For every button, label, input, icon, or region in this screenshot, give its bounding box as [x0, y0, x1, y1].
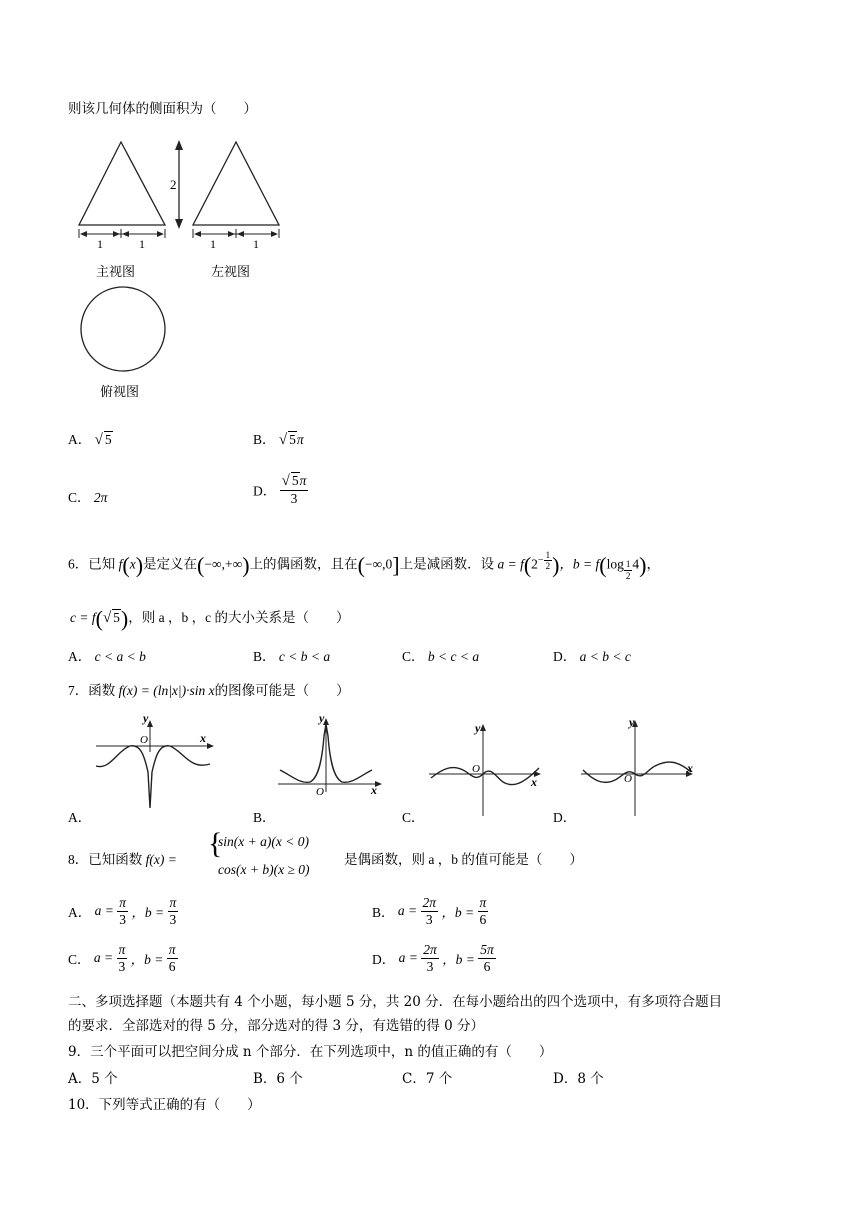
q8-case-2: cos(x + b)(x ≥ 0) — [218, 862, 310, 877]
q8-option-d[interactable]: D． a = $\frac{2\pi}{3}$ ，b = $\frac{5\pi}{6}$ — [372, 942, 494, 974]
q7-option-a[interactable]: A． — [68, 810, 92, 825]
q6-option-d[interactable]: D． a < b < c — [553, 649, 631, 664]
q8-brace: { — [208, 827, 223, 860]
q5-option-d[interactable]: D． $\frac{√ 5\pi}{3}$ — [253, 473, 307, 507]
q5-option-a[interactable]: A． √ 5 — [68, 432, 112, 448]
svg-text:y: y — [143, 712, 149, 725]
svg-text:x: x — [371, 783, 377, 797]
q9-option-a[interactable]: A．5 个 — [68, 1071, 118, 1087]
q7-graph-d — [579, 714, 699, 816]
svg-text:O: O — [472, 763, 480, 775]
front-view-triangle — [79, 142, 165, 225]
svg-text:O: O — [316, 786, 324, 798]
top-view-circle — [81, 287, 165, 371]
svg-text:1: 1 — [97, 237, 103, 251]
svg-text:y: y — [475, 721, 481, 735]
q9-stem: 9．三个平面可以把空间分成 n 个部分．在下列选项中，n 的值正确的有（ ） — [68, 1044, 553, 1060]
q5-stem: 则该几何体的侧面积为（ ） — [68, 101, 257, 117]
section2-heading-line2: 的要求．全部选对的得 5 分，部分选对的得 3 分，有选错的得 0 分） — [68, 1018, 485, 1034]
svg-text:y: y — [629, 715, 635, 729]
svg-text:O: O — [140, 734, 148, 746]
section2-heading-line1: 二、多项选择题（本题共有 4 个小题，每小题 5 分，共 20 分．在每小题给出的四个选项中，有多项符合题目 — [68, 994, 723, 1010]
q9-option-c[interactable]: C．7 个 — [402, 1071, 453, 1087]
svg-text:x: x — [687, 761, 693, 775]
q7-graph-b — [276, 712, 386, 798]
q8-stem-suffix: 是偶函数，则 a ，b 的值可能是（ ） — [344, 852, 583, 867]
q5-option-c[interactable]: C． 2π — [68, 490, 108, 505]
q5-option-b[interactable]: B． √ 5π — [253, 432, 304, 448]
q6-stem-line1: 6．已知 f(x)是定义在(−∞,+∞)上的偶函数，且在(−∞,0]上是减函数．设 $a = f(2^{- \frac{1}{2}}$ )，b = f(log $_{\frac{1}{2}}$ 4)， — [68, 550, 660, 581]
svg-text:y: y — [319, 712, 325, 725]
q6-option-a[interactable]: A． c < a < b — [68, 649, 146, 664]
q7-option-d[interactable]: D． — [553, 810, 577, 825]
q7-stem: 7．函数 f(x) = (ln|x|)·sin x的图像可能是（ ） — [68, 683, 350, 698]
svg-text:x: x — [200, 731, 206, 745]
q8-stem-prefix: 8．已知函数 f(x) = — [68, 852, 177, 867]
q7-graph-c — [427, 716, 547, 816]
q6-option-c[interactable]: C． b < c < a — [402, 649, 480, 664]
top-view-label: 俯视图 — [100, 385, 140, 400]
q8-option-a[interactable]: A． a = $\frac{\pi}{3}$ ，b = $\frac{\pi}{3}$ — [68, 895, 177, 927]
svg-text:1: 1 — [139, 237, 145, 251]
front-view-label: 主视图 — [96, 265, 136, 280]
svg-text:x: x — [531, 775, 537, 789]
svg-text:1: 1 — [210, 237, 216, 251]
q8-option-c[interactable]: C． a = $\frac{\pi}{3}$ ，b = $\frac{\pi}{6}$ — [68, 942, 176, 974]
q8-option-b[interactable]: B． a = $\frac{2\pi}{3}$ ，b = $\frac{\pi}{6}$ — [372, 895, 487, 927]
q9-option-b[interactable]: B．6 个 — [253, 1071, 303, 1087]
q7-option-c[interactable]: C． — [402, 810, 425, 825]
q7-graph-a — [94, 712, 216, 810]
q10-stem: 10．下列等式正确的有（ ） — [68, 1097, 261, 1113]
side-view-label: 左视图 — [211, 265, 251, 280]
q8-case-1: sin(x + a)(x < 0) — [218, 834, 309, 849]
q7-option-b[interactable]: B． — [253, 810, 276, 825]
height-label: 2 — [170, 177, 177, 192]
svg-text:1: 1 — [253, 237, 259, 251]
q6-option-b[interactable]: B． c < b < a — [253, 649, 331, 664]
svg-text:O: O — [624, 773, 632, 785]
q6-stem-line2: c = f(√ 5)，则 a ，b ，c 的大小关系是（ ） — [70, 606, 350, 631]
q9-option-d[interactable]: D．8 个 — [553, 1071, 604, 1087]
side-view-triangle — [193, 142, 279, 225]
